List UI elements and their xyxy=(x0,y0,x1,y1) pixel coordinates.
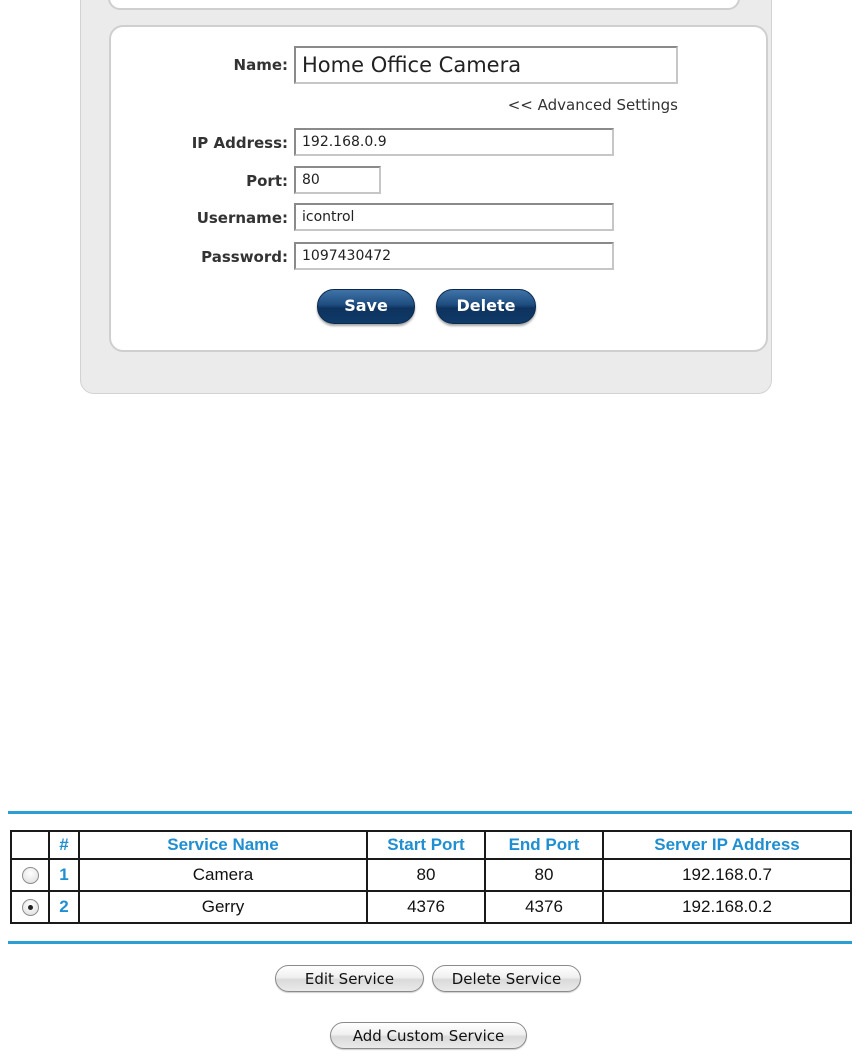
add-custom-service-button[interactable]: Add Custom Service xyxy=(330,1022,527,1049)
password-label: Password: xyxy=(201,248,288,266)
header-select xyxy=(11,831,49,859)
server-ip-cell: 192.168.0.7 xyxy=(603,859,851,891)
end-port-cell: 80 xyxy=(485,859,603,891)
row-number: 1 xyxy=(49,859,79,891)
row-select-cell xyxy=(11,859,49,891)
header-number: # xyxy=(49,831,79,859)
end-port-cell: 4376 xyxy=(485,891,603,923)
services-table xyxy=(10,830,852,924)
header-server-ip: Server IP Address xyxy=(603,831,851,859)
ip-address-field[interactable] xyxy=(294,128,614,156)
save-button[interactable]: Save xyxy=(317,289,415,324)
delete-service-button[interactable]: Delete Service xyxy=(432,965,581,992)
edit-service-button[interactable]: Edit Service xyxy=(275,965,424,992)
delete-button[interactable]: Delete xyxy=(436,289,536,324)
header-start-port: Start Port xyxy=(367,831,485,859)
start-port-cell: 4376 xyxy=(367,891,485,923)
table-row xyxy=(11,891,851,923)
header-end-port: End Port xyxy=(485,831,603,859)
table-row xyxy=(11,859,851,891)
name-field[interactable] xyxy=(294,46,678,84)
table-bottom-rule xyxy=(8,941,852,944)
username-field[interactable] xyxy=(294,203,614,231)
start-port-cell: 80 xyxy=(367,859,485,891)
row-number: 2 xyxy=(49,891,79,923)
row-1-radio[interactable] xyxy=(22,867,39,884)
table-top-rule xyxy=(8,811,852,814)
row-select-cell xyxy=(11,891,49,923)
header-service-name: Service Name xyxy=(79,831,367,859)
advanced-settings-link[interactable]: << Advanced Settings xyxy=(507,96,678,114)
service-name-cell: Camera xyxy=(79,859,367,891)
port-field[interactable] xyxy=(294,166,381,194)
password-field[interactable] xyxy=(294,242,614,270)
port-label: Port: xyxy=(246,172,288,190)
row-2-radio[interactable] xyxy=(22,899,39,916)
table-header-row xyxy=(11,831,851,859)
panel-top-strip xyxy=(108,0,740,10)
server-ip-cell: 192.168.0.2 xyxy=(603,891,851,923)
name-label: Name: xyxy=(233,56,288,74)
service-name-cell: Gerry xyxy=(79,891,367,923)
username-label: Username: xyxy=(196,209,288,227)
ip-address-label: IP Address: xyxy=(191,134,288,152)
